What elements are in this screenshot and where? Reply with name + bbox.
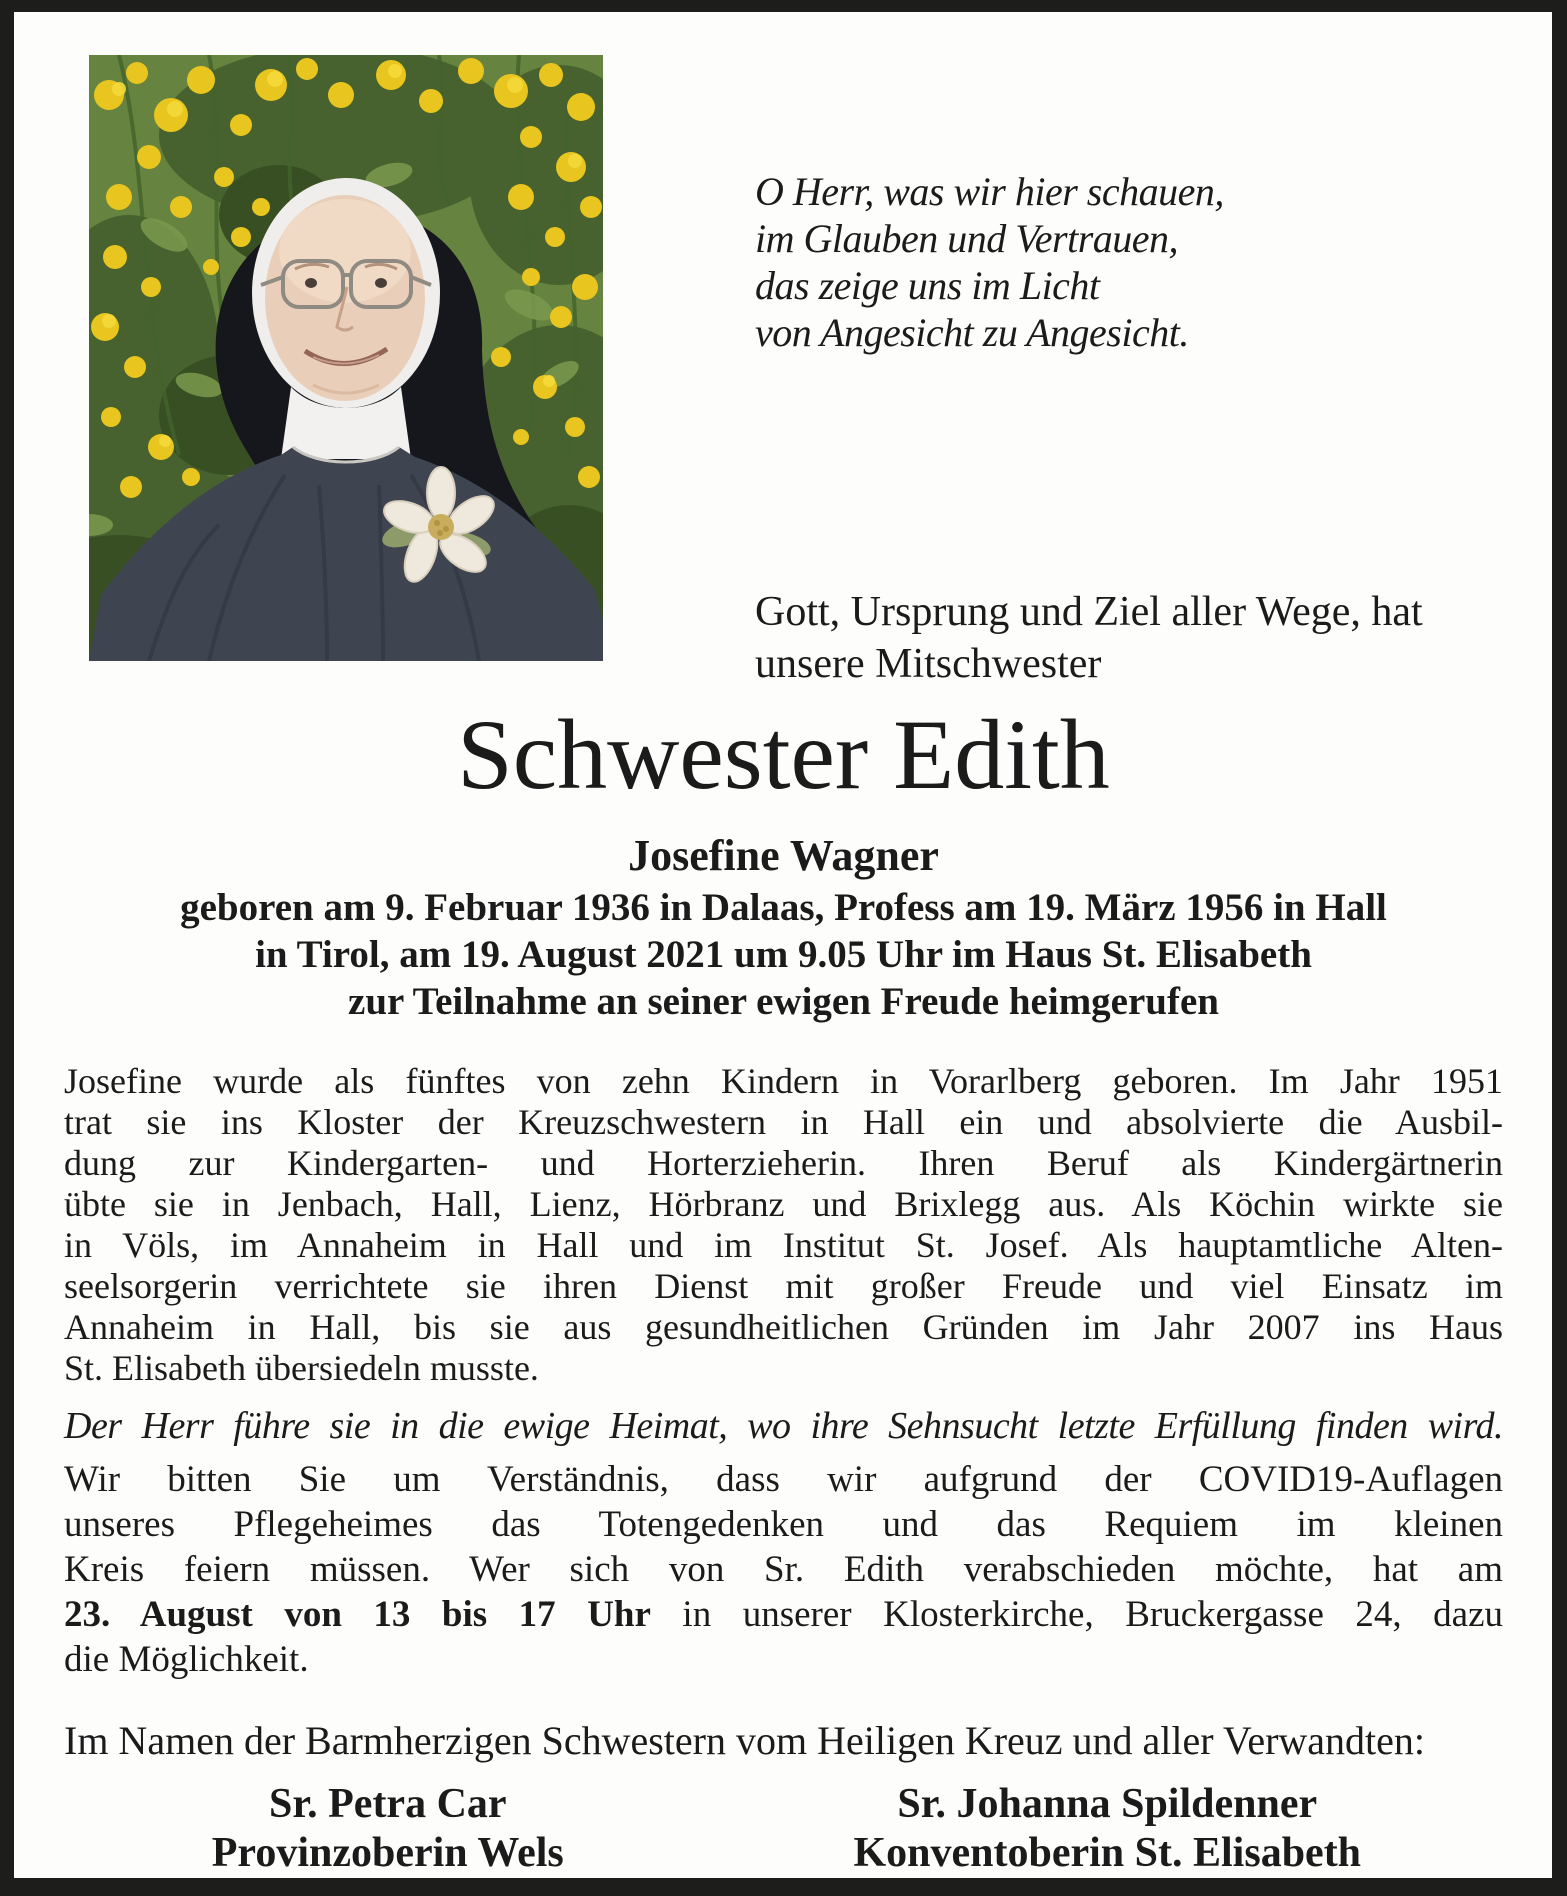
text-line: [64, 1592, 1503, 1637]
text-line: seelsorgerin verrichtete sie ihren Dienst mit großer Freude und viel Einsatz im: [64, 1266, 1503, 1306]
text-segment: Kreis feiern müssen. Wer sich von Sr. Edith verabschieden möchte, hat am: [64, 1549, 1503, 1590]
text-line: von Angesicht zu Angesicht.: [755, 310, 1189, 355]
signatures-row: [64, 1780, 1503, 1878]
text-line: [64, 1547, 1503, 1592]
text-line: übte sie in Jenbach, Hall, Lienz, Hörbranz und Brixlegg aus. Als Köchin wirkte sie: [64, 1184, 1503, 1224]
text-line: [64, 1502, 1503, 1547]
main-column: [64, 699, 1503, 1878]
text-line: [64, 1637, 1503, 1682]
text-line: geboren am 9. Februar 1936 in Dalaas, Profess am 19. März 1956 in Hall: [180, 886, 1387, 929]
text-segment: in unserer Klosterkirche, Bruckergasse 24, dazu: [650, 1594, 1503, 1635]
text-line: unsere Mitschwester: [755, 641, 1102, 687]
signature-role: Konventoberin St. Elisabeth: [853, 1830, 1362, 1876]
text-segment: Wir bitten Sie um Verständnis, dass wir aufgrund der COVID19-Auflagen: [64, 1459, 1503, 1500]
text-line: Annaheim in Hall, bis sie aus gesundheitlichen Gründen im Jahr 2007 ins Haus: [64, 1307, 1503, 1347]
text-line: in Tirol, am 19. August 2021 um 9.05 Uhr im Haus St. Elisabeth: [255, 933, 1312, 976]
text-segment: die Möglichkeit.: [64, 1639, 309, 1680]
signature-left: [64, 1780, 712, 1878]
closing-line: Im Namen der Barmherzigen Schwestern vom Heiligen Kreuz und aller Verwandten:: [64, 1718, 1426, 1763]
text-line: dung zur Kindergarten- und Horterzieherin. Ihren Beruf als Kindergärtnerin: [64, 1143, 1503, 1183]
deceased-birth-name: Josefine Wagner: [628, 831, 939, 880]
text-line: zur Teilnahme an seiner ewigen Freude heimgerufen: [348, 980, 1219, 1023]
text-line: im Glauben und Vertrauen,: [755, 216, 1179, 261]
text-line: Gott, Ursprung und Ziel aller Wege, hat: [755, 589, 1423, 635]
deceased-title: Schwester Edith: [457, 699, 1110, 810]
text-line: in Völs, im Annaheim in Hall und im Institut St. Josef. Als hauptamtliche Alten-: [64, 1225, 1503, 1265]
text-segment: unseres Pflegeheimes das Totengedenken und das Requiem im kleinen: [64, 1504, 1503, 1545]
text-line: Josefine wurde als fünftes von zehn Kindern in Vorarlberg geboren. Im Jahr 1951: [64, 1061, 1503, 1101]
signature-name: Sr. Petra Car: [269, 1781, 507, 1827]
text-line: das zeige uns im Licht: [755, 263, 1100, 308]
text-line: St. Elisabeth übersiedeln musste.: [64, 1348, 539, 1388]
signature-role: Provinzoberin Wels: [211, 1830, 564, 1876]
text-line: O Herr, was wir hier schauen,: [755, 169, 1224, 214]
intro-text: [755, 586, 1423, 690]
signature-right: [712, 1780, 1503, 1878]
portrait-photo: [89, 55, 603, 661]
text-line: [64, 1457, 1503, 1502]
text-line: trat sie ins Kloster der Kreuzschwestern in Hall ein und absolvierte die Ausbil-: [64, 1102, 1503, 1142]
bold-text-segment: 23. August von 13 bis 17 Uhr: [64, 1594, 651, 1635]
life-dates: [64, 884, 1503, 1025]
signature-name: Sr. Johanna Spildenner: [897, 1781, 1318, 1827]
memorial-poem: [755, 168, 1224, 356]
biography-paragraph: [64, 1061, 1503, 1389]
blessing-line: Der Herr führe sie in die ewige Heimat, wo ihre Sehnsucht letzte Erfüllung finden wird.: [64, 1405, 1503, 1447]
covid-notice-paragraph: [64, 1457, 1503, 1682]
